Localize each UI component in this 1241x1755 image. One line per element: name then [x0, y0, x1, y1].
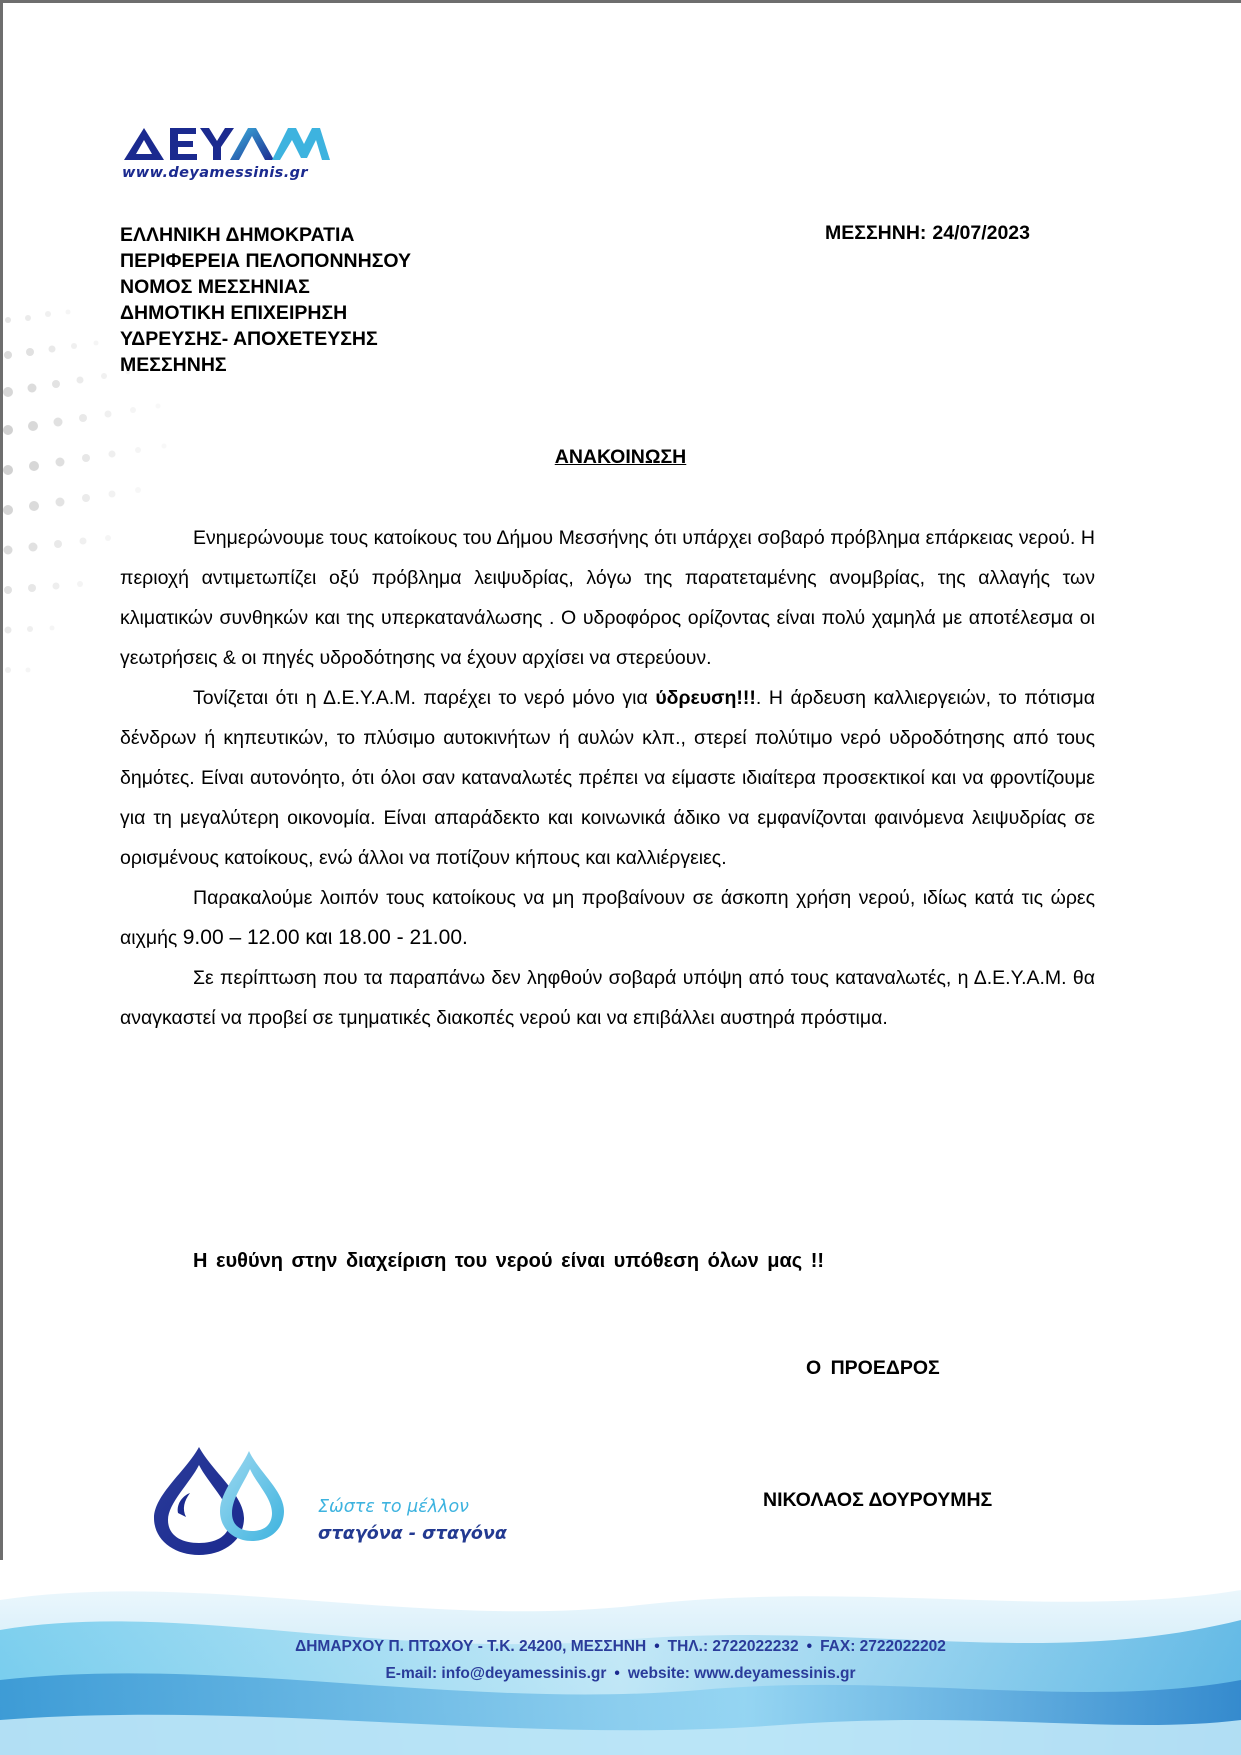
footer-contact-line	[0, 1638, 1241, 1656]
paragraph-2	[120, 678, 1095, 878]
footer-email[interactable]: E-mail: info@deyamessinis.gr	[385, 1665, 607, 1682]
footer-separator: •	[654, 1638, 660, 1655]
page-border-left	[0, 0, 3, 1755]
campaign-line-2: σταγόνα - σταγόνα	[318, 1524, 507, 1544]
peak-hours: 9.00 – 12.00 και 18.00 - 21.00.	[182, 926, 468, 949]
document-title	[0, 446, 1241, 469]
footer-address: ΔΗΜΑΡΧΟΥ Π. ΠΤΩΧΟΥ - Τ.Κ. 24200, ΜΕΣΣΗΝΗ	[295, 1638, 647, 1655]
footer-phone[interactable]: ΤΗΛ.: 2722022232	[667, 1638, 799, 1655]
issuer-line: ΠΕΡΙΦΕΡΕΙΑ ΠΕΛΟΠΟΝΝΗΣΟΥ	[120, 250, 412, 272]
campaign-line-1: Σώστε το μέλλον	[318, 1497, 469, 1517]
document-title-text: ΑΝΑΚΟΙΝΩΣΗ	[554, 446, 687, 468]
footer-fax: FAX: 2722022202	[820, 1638, 946, 1655]
water-drops-icon	[144, 1443, 304, 1558]
paragraph-4: Σε περίπτωση που τα παραπάνω δεν ληφθούν σοβαρά υπόψη από τους καταναλωτές, η Δ.Ε.Υ.Α.Μ. θα αναγκαστεί να προβεί σε τμηματικές διακοπές νερού και να επιβάλλει αυστηρά πρόστιμα.	[120, 967, 1095, 1029]
issuer-line: ΥΔΡΕΥΣΗΣ- ΑΠΟΧΕΤΕΥΣΗΣ	[120, 328, 378, 350]
paragraph-2-end: . Η άρδευση καλλιεργειών, το πότισμα δένδρων ή κηπευτικών, το πλύσιμο αυτοκινήτων ή αυλών κλπ., στερεί πολύτιμο νερό υδροδότησης από τους δημότες. Είναι αυτονόητο, ότι όλοι σαν καταναλωτές πρέπει να είμαστε ιδιαίτερα προσεκτικοί και να φροντίζουμε για τη μεγαλύτερη οικονομία. Είναι απαράδεκτο και κοινωνικά άδικο να εμφανίζονται φαινόμενα λειψυδρίας σε ορισμένους κατοίκους, ενώ άλλοι να ποτίζουν κήπους και καλλιέργειες.	[120, 687, 1095, 869]
closing-slogan: Η ευθύνη στην διαχείριση του νερού είναι υπόθεση όλων μας !!	[193, 1250, 825, 1272]
announcement-body	[120, 518, 1095, 1038]
issuer-line: ΝΟΜΟΣ ΜΕΣΣΗΝΙΑΣ	[120, 276, 310, 298]
page-border-top	[0, 0, 1241, 3]
footer-website[interactable]: website: www.deyamessinis.gr	[627, 1665, 856, 1682]
paragraph-3	[120, 878, 1095, 958]
date-value: 24/07/2023	[932, 222, 1031, 244]
signatory-role: Ο ΠΡΟΕΔΡΟΣ	[806, 1357, 940, 1379]
deyam-logo-mark	[122, 124, 332, 164]
place-date	[825, 222, 1030, 245]
water-wave-banner	[0, 1560, 1241, 1755]
deyam-logo	[122, 124, 342, 188]
issuer-line: ΜΕΣΣΗΝΗΣ	[120, 354, 227, 376]
footer-web-line	[0, 1665, 1241, 1683]
footer-separator: •	[614, 1665, 620, 1682]
place-label: ΜΕΣΣΗΝΗ:	[825, 222, 927, 244]
signatory-name: ΝΙΚΟΛΑΟΣ ΔΟΥΡΟΥΜΗΣ	[763, 1489, 993, 1511]
logo-url[interactable]: www.deyamessinis.gr	[122, 165, 308, 181]
issuer-block	[120, 222, 411, 378]
paragraph-3-text: Παρακαλούμε λοιπόν τους κατοίκους να μη προβαίνουν σε άσκοπη χρήση νερού, ιδίως κατά τις ώρες αιχμής	[120, 887, 1095, 949]
issuer-line: ΕΛΛΗΝΙΚΗ ΔΗΜΟΚΡΑΤΙΑ	[120, 224, 355, 246]
paragraph-1: Ενημερώνουμε τους κατοίκους του Δήμου Μεσσήνης ότι υπάρχει σοβαρό πρόβλημα επάρκειας νερού. Η περιοχή αντιμετωπίζει οξύ πρόβλημα λειψυδρίας, λόγω της παρατεταμένης ανομβρίας, της αλλαγής των κλιματικών συνθηκών και της υπερκατανάλωσης . Ο υδροφόρος ορίζοντας είναι πολύ χαμηλά με αποτέλεσμα οι γεωτρήσεις & οι πηγές υδροδότησης να έχουν αρχίσει να στερεύουν.	[120, 527, 1095, 669]
campaign-text	[318, 1494, 507, 1548]
footer-separator: •	[806, 1638, 813, 1655]
issuer-line: ΔΗΜΟΤΙΚΗ ΕΠΙΧΕΙΡΗΣΗ	[120, 302, 348, 324]
paragraph-2-emphasis: ύδρευση!!!	[655, 687, 756, 709]
paragraph-2-start: Τονίζεται ότι η Δ.Ε.Υ.Α.Μ. παρέχει το νερό μόνο για	[193, 687, 656, 709]
